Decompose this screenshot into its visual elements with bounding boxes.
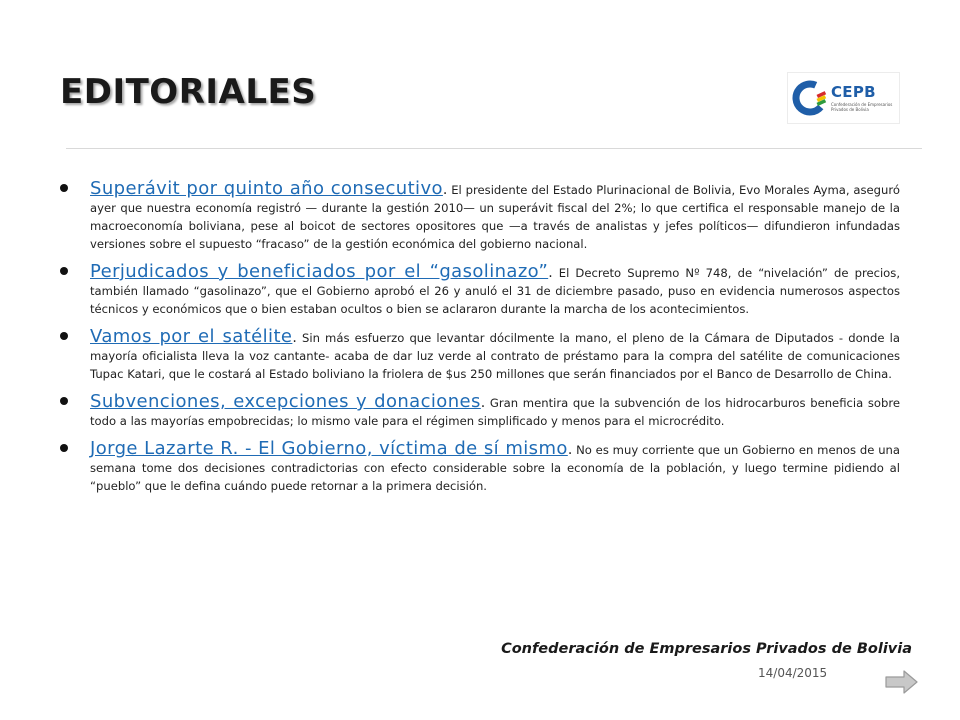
list-item	[60, 440, 900, 495]
item-separator: .	[480, 395, 486, 411]
editorial-list	[60, 180, 900, 505]
list-item	[60, 180, 900, 253]
list-item	[60, 263, 900, 318]
editorial-link[interactable]: Superávit por quinto año consecutivo	[90, 178, 443, 199]
footer-organization: Confederación de Empresarios Privados de Bolivia	[501, 641, 912, 657]
footer-date: 14/04/2015	[758, 666, 828, 680]
bullet-icon	[60, 397, 68, 405]
editorial-link[interactable]: Subvenciones, excepciones y donaciones	[90, 391, 481, 412]
editorial-link[interactable]: Perjudicados y beneficiados por el “gasolinazo”	[90, 261, 549, 282]
bullet-icon	[60, 267, 68, 275]
logo-subtitle: Confederación de Empresarios Privados de Bolivia	[831, 101, 893, 112]
item-separator: .	[548, 265, 553, 281]
editorial-link[interactable]: Vamos por el satélite	[90, 326, 293, 347]
editorial-summary: Sin más esfuerzo que levantar dócilmente la mano, el pleno de la Cámara de Diputados - donde la mayoría oficialista lleva la voz cantante- acaba de dar luz verde al contrato de préstamo para la compra del satélite de comunicaciones Tupac Katari, que le costará al Estado boliviano la friolera de $us 250 millones que serán financiados por el Banco de Desarrollo de China.	[90, 331, 900, 381]
editorial-summary: El Decreto Supremo Nº 748, de “nivelación” de precios, también llamado “gasolinazo”, que el Gobierno aprobó el 26 y anuló el 31 de diciembre pasado, puso en evidencia numerosos aspectos técnicos y económicos que o bien estaban ocultos o bien se aclararon durante la marcha de los acontecimientos.	[90, 266, 900, 316]
cepb-logo-mark-icon	[792, 80, 828, 116]
arrow-right-icon[interactable]	[884, 668, 920, 696]
page-title: EDITORIALES	[60, 72, 317, 112]
item-separator: .	[292, 330, 297, 346]
title-divider	[66, 148, 922, 149]
item-separator: .	[442, 182, 448, 198]
logo-wordmark: CEPB	[831, 82, 876, 101]
list-item	[60, 328, 900, 383]
list-item	[60, 393, 900, 430]
editorial-summary: El presidente del Estado Plurinacional de Bolivia, Evo Morales Ayma, aseguró ayer que nuestra economía registró — durante la gestión 2010— un superávit fiscal del 2%; lo que certifica el responsable manejo de la macroeconomía boliviana, pese al boicot de sectores opositores que —a través de analistas y jefes políticos— difundieron infundadas versiones sobre el supuesto “fracaso” de la gestión económica del gobierno nacional.	[90, 183, 900, 251]
bullet-icon	[60, 184, 68, 192]
bullet-icon	[60, 444, 68, 452]
item-separator: .	[567, 442, 573, 458]
bullet-icon	[60, 332, 68, 340]
editorial-link[interactable]: Jorge Lazarte R. - El Gobierno, víctima de sí mismo	[90, 438, 568, 459]
editorial-summary: No es muy corriente que un Gobierno en menos de una semana tome dos decisiones contradictorias con efecto considerable sobre la economía de la población, y luego termine pidiendo al “pueblo” que le defina cuándo puede retornar a la primera decisión.	[90, 443, 900, 493]
cepb-logo	[787, 72, 900, 124]
editorial-summary: Gran mentira que la subvención de los hidrocarburos beneficia sobre todo a las mayorías empobrecidas; lo mismo vale para el régimen simplificado y menos para el microcrédito.	[90, 396, 901, 428]
